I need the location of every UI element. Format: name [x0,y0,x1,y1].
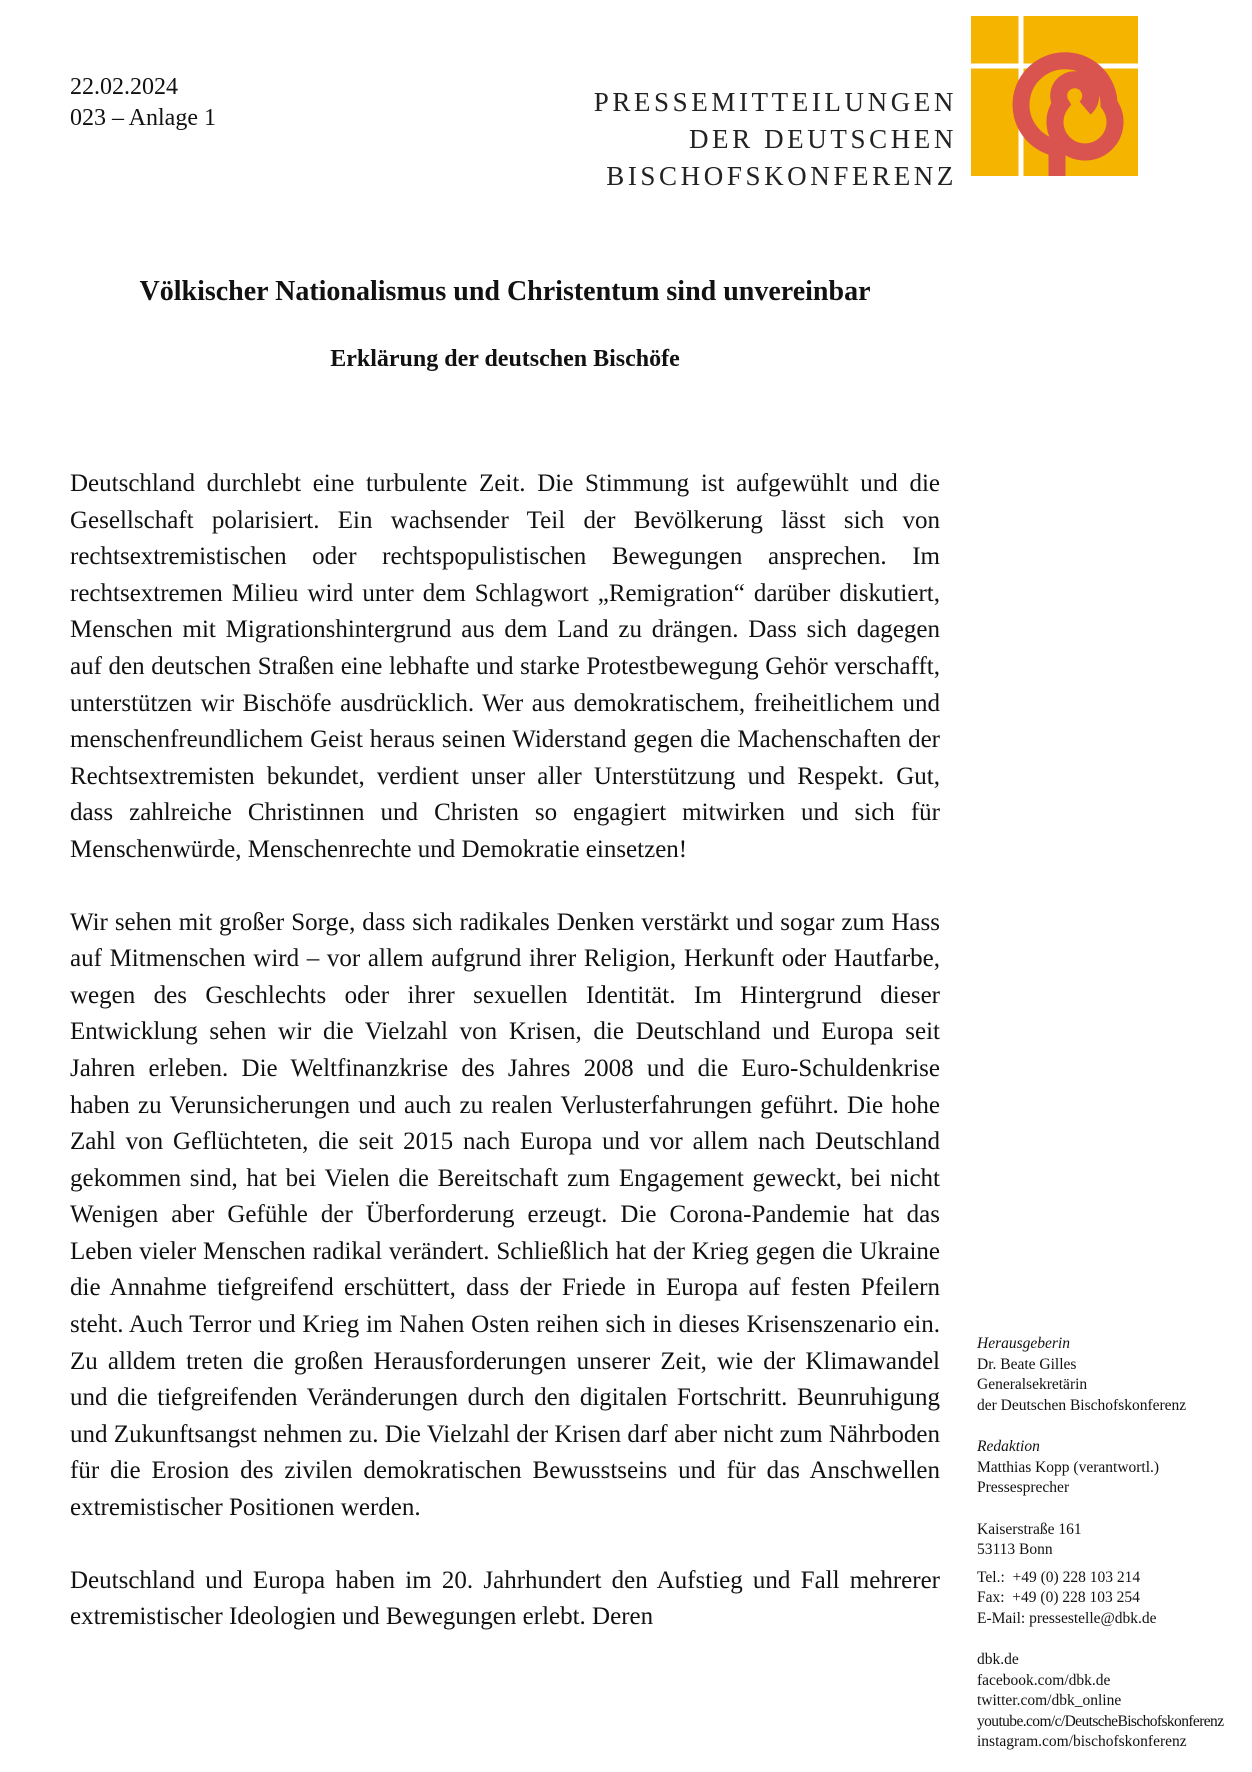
link-facebook[interactable]: facebook.com/dbk.de [977,1671,1111,1689]
document-reference: 023 – Anlage 1 [70,105,216,131]
web-links [977,1650,1247,1753]
document-date: 22.02.2024 [70,74,178,100]
contact-sidebar [977,1334,1247,1753]
editor-role: Pressesprecher [977,1479,1070,1496]
body-paragraph-1: Deutschland durchlebt eine turbulente Zeit. Die Stimmung ist aufgewühlt und die Gesellschaft polarisiert. Ein wachsender Teil der Bevölkerung lässt sich von rechtsextremistischen oder rechtspopulistischen Bewegungen ansprechen. Im rechtsextremen Milieu wird unter dem Schlagwort „Remigration“ darüber diskutiert, Menschen mit Migrationshintergrund aus dem Land zu drängen. Dass sich dagegen auf den deutschen Straßen eine lebhafte und starke Protestbewegung Gehör verschafft, unterstützen wir Bischöfe ausdrücklich. Wer aus demokratischem, freiheitlichem und menschenfreundlichem Geist heraus seinen Widerstand gegen die Machenschaften der Rechtsextremisten bekundet, verdient unser aller Unterstützung und Respekt. Gut, dass zahlreiche Christinnen und Christen so engagiert mitwirken und sich für Menschenwürde, Menschenrechte und Demokratie einsetzen! [70,470,940,863]
publisher-label: Herausgeberin [977,1335,1070,1352]
fax-number: Fax: +49 (0) 228 103 254 [977,1589,1140,1606]
document-meta [70,72,216,134]
phone-number: Tel.: +49 (0) 228 103 214 [977,1568,1141,1586]
publisher-role: Generalsekretärin [977,1376,1088,1393]
publisher-org: der Deutschen Bischofskonferenz [977,1396,1187,1414]
masthead-line-3: BISCHOFSKONFERENZ [606,161,957,191]
document-body [70,466,940,1672]
address-city: 53113 Bonn [977,1541,1053,1558]
dbk-logo [971,16,1138,176]
body-paragraph-3: Deutschland und Europa haben im 20. Jahrhundert den Aufstieg und Fall mehrerer extremistischer Ideologien und Bewegungen erlebt. Deren [70,1566,940,1631]
body-paragraph-2: Wir sehen mit großer Sorge, dass sich radikales Denken verstärkt und sogar zum Hass auf Mitmenschen wird – vor allem aufgrund ihrer Religion, Herkunft oder Hautfarbe, wegen des Geschlechts oder ihrer sexuellen Identität. Im Hintergrund dieser Entwicklung sehen wir die Vielzahl von Krisen, die Deutschland und Europa seit Jahren erleben. Die Weltfinanzkrise des Jahres 2008 und die Euro-Schuldenkrise haben zu Verunsicherungen und auch zu realen Verlusterfahrungen geführt. Die hohe Zahl von Geflüchteten, die seit 2015 nach Europa und vor allem nach Deutschland gekommen sind, hat bei Vielen die Bereitschaft zum Engagement geweckt, bei nicht Wenigen aber Gefühle der Überforderung erzeugt. Die Corona-Pandemie hat das Leben vieler Menschen radikal verändert. Schließlich hat der Krieg gegen die Ukraine die Annahme tiefgreifend erschüttert, dass der Friede in Europa auf festen Pfeilern steht. Auch Terror und Krieg im Nahen Osten reihen sich in dieses Krisenszenario ein. Zu alldem treten die großen Herausforderungen unserer Zeit, wie der Klimawandel und die tiefgreifenden Veränderungen durch den digitalen Fortschritt. Beunruhigung und Zukunftsangst nehmen zu. Die Vielzahl der Krisen darf aber nicht zum Nährboden für die Erosion des zivilen demokratischen Bewusstseins und für das Anschwellen extremistischer Positionen werden. [70,908,940,1522]
document-title: Völkischer Nationalismus und Christentum sind unvereinbar [139,276,871,307]
document-subtitle: Erklärung der deutschen Bischöfe [330,346,680,372]
masthead-line-2: DER DEUTSCHEN [688,124,957,154]
link-instagram[interactable]: instagram.com/bischofskonferenz [977,1733,1187,1750]
email-link[interactable]: E-Mail: pressestelle@dbk.de [977,1609,1157,1627]
publisher-name: Dr. Beate Gilles [977,1355,1077,1373]
editor-name: Matthias Kopp (verantwortl.) [977,1458,1160,1476]
editor-label: Redaktion [977,1438,1040,1455]
link-youtube[interactable]: youtube.com/c/DeutscheBischofskonferenz [977,1712,1224,1730]
address-block [977,1520,1247,1630]
masthead-line-1: PRESSEMITTEILUNGEN [593,87,957,117]
address-street: Kaiserstraße 161 [977,1520,1082,1538]
link-website[interactable]: dbk.de [977,1651,1019,1668]
masthead [594,84,957,195]
editor-block [977,1437,1247,1499]
link-twitter[interactable]: twitter.com/dbk_online [977,1692,1122,1709]
publisher-block [977,1334,1247,1416]
